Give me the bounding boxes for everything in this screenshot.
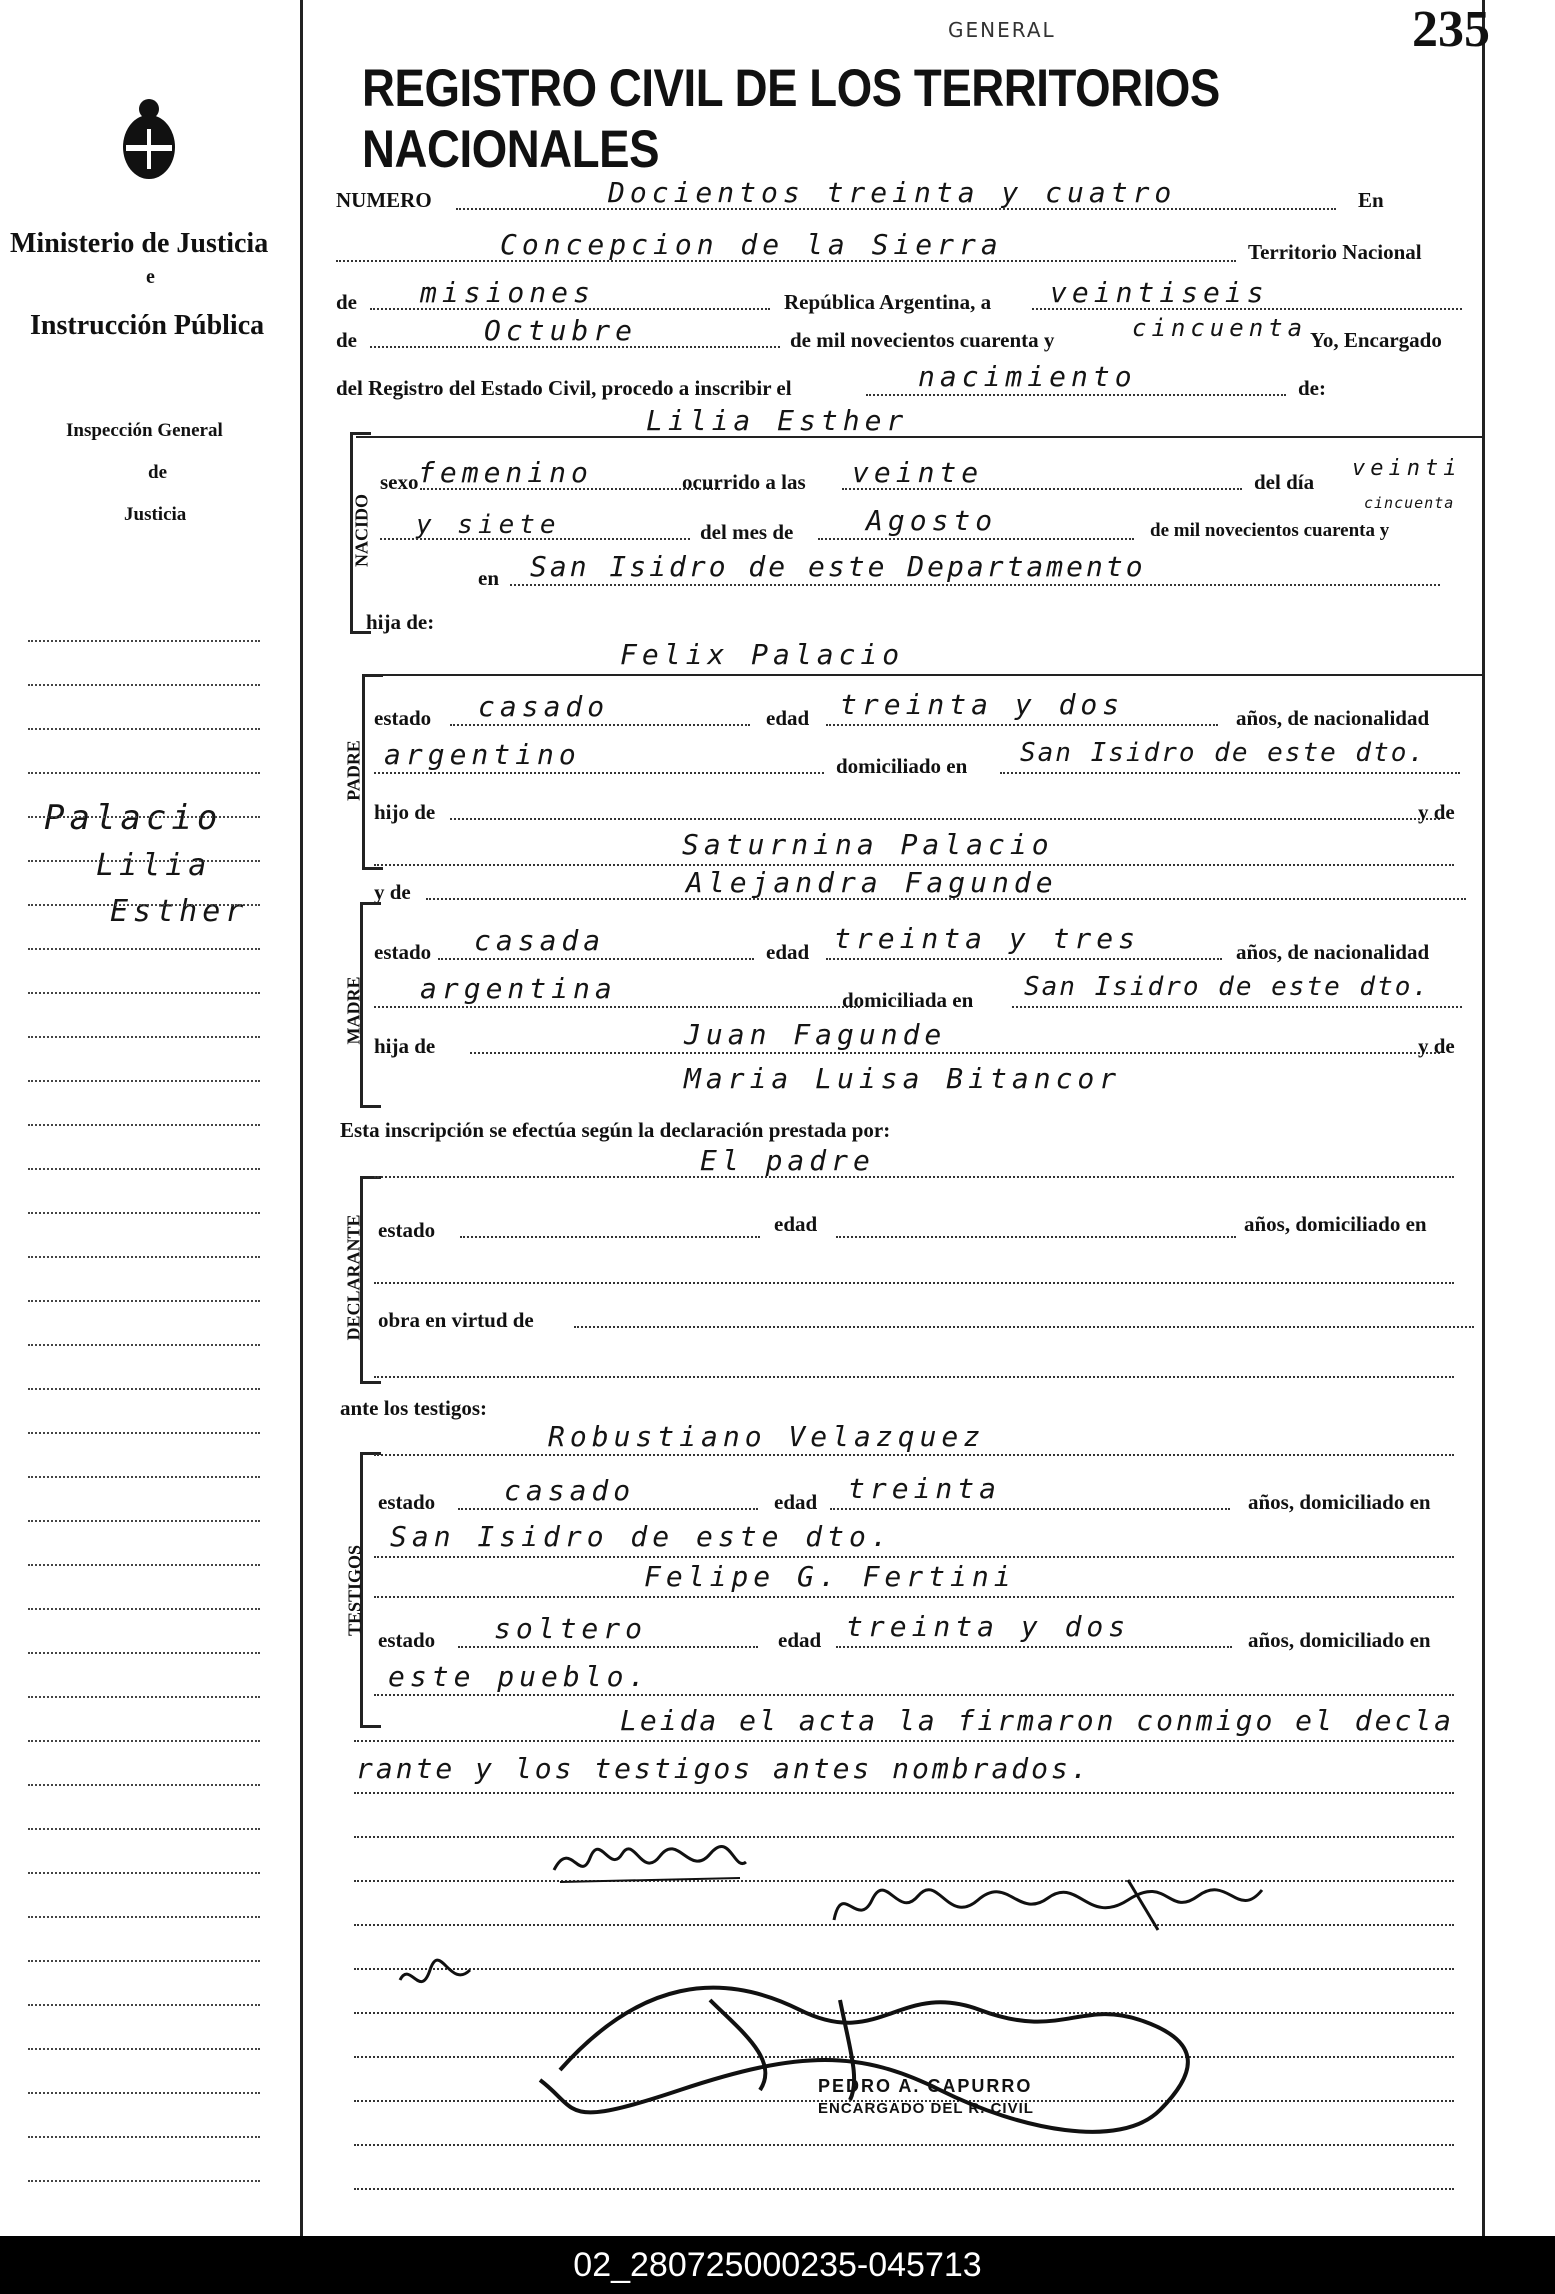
declarante-anos-label: años, domiciliado en: [1244, 1212, 1427, 1236]
margin-ruled-line: [28, 772, 260, 774]
declarante-intro: Esta inscripción se efectúa según la declaración prestada por:: [340, 1118, 891, 1142]
padre-hijo-label: hijo de: [374, 800, 436, 824]
margin-ruled-line: [28, 1080, 260, 1082]
padre-anos-label: años, de nacionalidad: [1236, 706, 1430, 730]
signature-witness: [828, 1870, 1268, 1940]
margin-ruled-line: [28, 2092, 260, 2094]
margin-note-surname: Palacio: [44, 798, 223, 838]
madre-nac-line: [374, 1006, 860, 1008]
testigo2-edad-line: [836, 1646, 1232, 1648]
padre-estado-label: estado: [374, 706, 432, 730]
testigo2-estado-label: estado: [378, 1628, 436, 1652]
testigo1-estado-label: estado: [378, 1490, 436, 1514]
ministry-line-2: e: [146, 266, 155, 288]
padre-edad-label: edad: [766, 706, 810, 730]
ministry-line-1: Ministerio de Justicia: [10, 228, 269, 259]
testigo2-edad: treinta y dos: [846, 1610, 1131, 1643]
madre-estado-label: estado: [374, 940, 432, 964]
testigos-section-label: TESTIGOS: [344, 1544, 365, 1637]
territorio-label: Territorio Nacional: [1248, 240, 1422, 264]
lugar-value: San Isidro de este Departamento: [530, 550, 1146, 583]
declarante-estado-label: estado: [378, 1218, 436, 1242]
padre-edad-value: treinta y dos: [840, 688, 1125, 721]
day-value: veintiseis: [1050, 276, 1269, 309]
margin-rule-line: [300, 0, 303, 2236]
stamp-text: GENERAL: [948, 18, 1056, 42]
sexo-label: sexo: [380, 470, 419, 494]
de2-label: de: [336, 328, 357, 352]
padre-nac-line: [374, 772, 824, 774]
margin-ruled-line: [28, 2136, 260, 2138]
closing-line-1: Leida el acta la firmaron conmigo el decla: [620, 1704, 1455, 1737]
padre-parents: Saturnina Palacio: [682, 828, 1054, 861]
madre-name: Alejandra Fagunde: [686, 866, 1058, 899]
act-type-line: [866, 394, 1286, 396]
closing-line-2: rante y los testigos antes nombrados.: [356, 1752, 1091, 1785]
declarante-end-line: [374, 1376, 1454, 1378]
numero-label: NUMERO: [336, 188, 432, 212]
testigo1-edad-label: edad: [774, 1490, 818, 1514]
padre-domicilio-label: domiciliado en: [836, 754, 968, 778]
declarante-name: El padre: [700, 1144, 875, 1177]
margin-ruled-line: [28, 1916, 260, 1918]
page-edge-line: [1482, 0, 1485, 2236]
coat-of-arms-icon: [118, 95, 180, 183]
testigo1-name-line: [374, 1454, 1454, 1456]
mes-value: Agosto: [866, 504, 998, 537]
madre-y-de-label: y de: [374, 880, 411, 904]
margin-ruled-line: [28, 1784, 260, 1786]
madre-edad-value: treinta y tres: [834, 922, 1141, 955]
closing-ruled-line: [354, 1836, 1454, 1838]
declarante-edad-label: edad: [774, 1212, 818, 1236]
nacido-name: Lilia Esther: [646, 404, 909, 437]
officer-title: ENCARGADO DEL R. CIVIL: [818, 2100, 1034, 2117]
footer-id: 02_280725000235-045713: [573, 2246, 982, 2284]
margin-ruled-line: [28, 1344, 260, 1346]
nacido-en-label: en: [478, 566, 499, 590]
margin-ruled-line: [28, 1696, 260, 1698]
madre-edad-label: edad: [766, 940, 810, 964]
testigo2-dom-line: [374, 1694, 1454, 1696]
signature-declarant: [550, 1834, 750, 1890]
madre-nacionalidad: argentina: [420, 972, 617, 1005]
margin-ruled-line: [28, 1564, 260, 1566]
margin-ruled-line: [28, 728, 260, 730]
testigo2-domicilio: este pueblo.: [388, 1660, 651, 1693]
testigo1-edad: treinta: [848, 1472, 1002, 1505]
dia-label: del día: [1254, 470, 1315, 494]
year-value: cincuenta: [1132, 314, 1308, 342]
dia-cont-line: [380, 538, 690, 540]
inspection-line-1: Inspección General: [66, 420, 223, 441]
madre-father: Juan Fagunde: [684, 1018, 947, 1051]
margin-ruled-line: [28, 1828, 260, 1830]
padre-domicilio: San Isidro de este dto.: [1020, 738, 1427, 768]
footer-bar: [0, 2236, 1555, 2294]
testigo1-anos-label: años, domiciliado en: [1248, 1490, 1431, 1514]
testigo1-edad-line: [830, 1508, 1230, 1510]
margin-ruled-line: [28, 1740, 260, 1742]
mil-label: de mil novecientos cuarenta y: [1150, 520, 1390, 541]
testigo1-dom-line: [374, 1556, 1454, 1558]
testigo2-estado-line: [458, 1646, 758, 1648]
mil-correction: cincuenta: [1364, 494, 1455, 512]
testigo2-name: Felipe G. Fertini: [644, 1560, 1016, 1593]
numero-value: Docientos treinta y cuatro: [608, 176, 1177, 209]
hija-de-label: hija de:: [366, 610, 435, 634]
madre-hija-line: [470, 1052, 1440, 1054]
margin-ruled-line: [28, 2180, 260, 2182]
declarante-name-line: [374, 1176, 1454, 1178]
ocurrido-label: ocurrido a las: [682, 470, 806, 494]
mes-line: [818, 538, 1134, 540]
page-number: 235: [1412, 1, 1490, 58]
inspection-line-2: de: [148, 462, 167, 483]
margin-ruled-line: [28, 948, 260, 950]
padre-y-de-label: y de: [1418, 800, 1455, 824]
margin-ruled-line: [28, 992, 260, 994]
madre-estado-value: casada: [474, 924, 606, 957]
padre-nacionalidad: argentino: [384, 738, 581, 771]
testigo2-estado: soltero: [494, 1612, 648, 1645]
inspection-line-3: Justicia: [124, 504, 187, 525]
testigo1-domicilio: San Isidro de este dto.: [390, 1520, 893, 1553]
testigo2-name-line: [374, 1596, 1454, 1598]
declarante-section-label: DECLARANTE: [343, 1214, 364, 1341]
registro-label: del Registro del Estado Civil, procedo a inscribir el: [336, 376, 792, 400]
margin-ruled-line: [28, 1608, 260, 1610]
margin-ruled-line: [28, 1388, 260, 1390]
de-label: de: [336, 290, 357, 314]
madre-domicilio: San Isidro de este dto.: [1024, 972, 1431, 1002]
madre-estado-line: [438, 958, 754, 960]
madre-hija-label: hija de: [374, 1034, 436, 1058]
margin-note-name-1: Lilia: [96, 848, 212, 883]
madre-section-label: MADRE: [343, 976, 364, 1045]
margin-ruled-line: [28, 816, 260, 818]
margin-ruled-line: [28, 1872, 260, 1874]
republica-label: República Argentina, a: [784, 290, 992, 314]
lugar-line: [510, 584, 1440, 586]
padre-domicilio-line: [1000, 772, 1460, 774]
padre-estado-value: casado: [478, 690, 610, 723]
testigos-intro: ante los testigos:: [340, 1396, 487, 1420]
officer-name: PEDRO A. CAPURRO: [818, 2076, 1033, 2096]
month-value: Octubre: [484, 314, 638, 347]
territory-value: misiones: [420, 276, 595, 309]
margin-ruled-line: [28, 1036, 260, 1038]
margin-ruled-line: [28, 1520, 260, 1522]
place-value: Concepcion de la Sierra: [500, 228, 1003, 261]
margin-ruled-line: [28, 2048, 260, 2050]
yo-label: Yo, Encargado: [1310, 328, 1442, 352]
margin-ruled-line: [28, 904, 260, 906]
closing-ruled-line: [354, 2144, 1454, 2146]
testigo2-anos-label: años, domiciliado en: [1248, 1628, 1431, 1652]
madre-y-de2-label: y de: [1418, 1034, 1455, 1058]
madre-anos-label: años, de nacionalidad: [1236, 940, 1430, 964]
padre-rule: [366, 674, 1482, 676]
padre-edad-line: [826, 724, 1218, 726]
margin-ruled-line: [28, 684, 260, 686]
padre-section-label: PADRE: [343, 740, 364, 801]
margin-ruled-line: [28, 1256, 260, 1258]
nacido-rule: [356, 436, 1482, 438]
declarante-dom-line: [374, 1282, 1454, 1284]
padre-estado-line: [450, 724, 750, 726]
testigo1-estado-line: [458, 1508, 758, 1510]
padre-hijo-line: [450, 818, 1440, 820]
margin-ruled-line: [28, 1652, 260, 1654]
margin-ruled-line: [28, 860, 260, 862]
testigo2-edad-label: edad: [778, 1628, 822, 1652]
madre-edad-line: [826, 958, 1222, 960]
margin-ruled-line: [28, 1432, 260, 1434]
dia-cont-value: y siete: [416, 510, 561, 540]
margin-ruled-line: [28, 1168, 260, 1170]
page-title: REGISTRO CIVIL DE LOS TERRITORIOS NACIONALES: [362, 59, 1220, 179]
declarante-obra-line: [574, 1326, 1474, 1328]
declarante-estado-line: [460, 1236, 760, 1238]
nacido-section-label: NACIDO: [351, 494, 372, 568]
madre-domicilio-label: domiciliada en: [842, 988, 974, 1012]
closing-ruled-line: [354, 2188, 1454, 2190]
hora-value: veinte: [852, 456, 984, 489]
closing-line-1-rule: [354, 1740, 1454, 1742]
en-label: En: [1358, 188, 1384, 212]
de3-label: de:: [1298, 376, 1326, 400]
testigo1-estado: casado: [504, 1474, 636, 1507]
margin-ruled-line: [28, 1300, 260, 1302]
year-label: de mil novecientos cuarenta y: [790, 328, 1055, 352]
declarante-obra-label: obra en virtud de: [378, 1308, 534, 1332]
margin-ruled-line: [28, 1960, 260, 1962]
margin-ruled-line: [28, 1476, 260, 1478]
ministry-line-3: Instrucción Pública: [30, 310, 265, 341]
margin-ruled-line: [28, 1124, 260, 1126]
sexo-value: femenino: [418, 456, 593, 489]
margin-ruled-line: [28, 1212, 260, 1214]
padre-name: Felix Palacio: [620, 638, 905, 671]
closing-ruled-line: [354, 1792, 1454, 1794]
mes-label: del mes de: [700, 520, 794, 544]
madre-mother: Maria Luisa Bitancor: [684, 1062, 1122, 1095]
madre-domicilio-line: [1012, 1006, 1462, 1008]
act-type-value: nacimiento: [918, 360, 1137, 393]
declarante-edad-line: [836, 1236, 1236, 1238]
testigo1-name: Robustiano Velazquez: [548, 1420, 986, 1453]
margin-ruled-line: [28, 640, 260, 642]
dia-value: veinti: [1352, 456, 1462, 481]
margin-note-name-2: Esther: [110, 894, 249, 929]
margin-ruled-line: [28, 2004, 260, 2006]
